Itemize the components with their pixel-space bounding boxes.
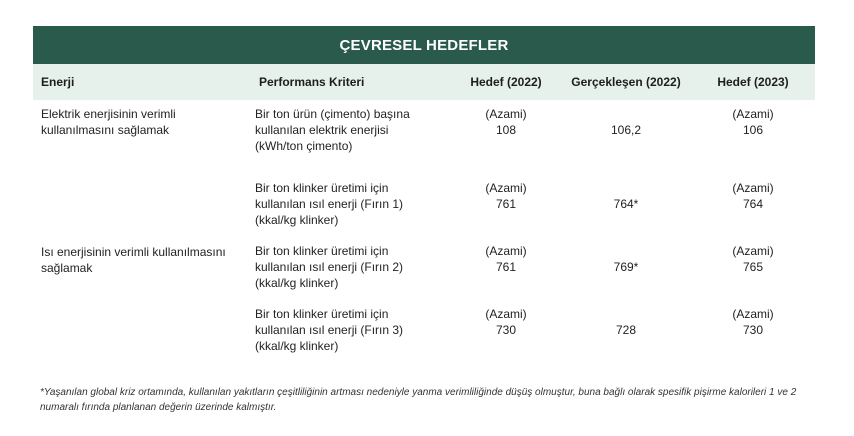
header-actual-2022: Gerçekleşen (2022) — [571, 75, 681, 89]
row-actual-2022: 728 — [615, 323, 637, 337]
row-target-2023 — [691, 180, 815, 212]
group-label-electric: Elektrik enerjisinin verimli kullanılmasını sağlamak — [41, 107, 176, 137]
row-target-2022 — [451, 306, 561, 338]
environmental-targets-table — [33, 26, 815, 365]
row-target-2023-qualifier: (Azami) — [732, 244, 774, 258]
row-criteria: Bir ton klinker üretimi için kullanılan ısıl enerji (Fırın 1) (kkal/kg klinker) — [255, 181, 404, 227]
header-energy: Enerji — [41, 75, 75, 89]
row-target-2023-value: 765 — [742, 260, 764, 274]
group-label-heat: Isı enerjisinin verimli kullanılmasını sağlamak — [41, 245, 226, 275]
header-row — [33, 64, 815, 100]
row-target-2023-qualifier: (Azami) — [732, 107, 774, 121]
row-target-2022 — [451, 180, 561, 212]
row-criteria: Bir ton ürün (çimento) başına kullanılan elektrik enerjisi (kWh/ton çimento) — [255, 107, 410, 153]
row-criteria: Bir ton klinker üretimi için kullanılan ısıl enerji (Fırın 3) (kkal/kg klinker) — [255, 307, 404, 353]
row-target-2022-value: 761 — [495, 197, 517, 211]
row-target-2023-qualifier: (Azami) — [732, 181, 774, 195]
header-target-2023: Hedef (2023) — [717, 75, 789, 89]
row-target-2022 — [451, 106, 561, 138]
header-target-2022: Hedef (2022) — [470, 75, 542, 89]
footnote: *Yaşanılan global kriz ortamında, kullanılan yakıtların çeşitliliğinin artması nedeniyle yanma verimliliğinde düşüş olmuştur, buna bağlı olarak spesifik pişirme kalorileri 1 ve 2 numaralı fırında planlanan değerin üzerinde kalmıştır. — [40, 387, 797, 413]
table-title: ÇEVRESEL HEDEFLER — [33, 26, 815, 64]
row-actual-2022: 106,2 — [610, 123, 642, 137]
row-criteria: Bir ton klinker üretimi için kullanılan ısıl enerji (Fırın 2) (kkal/kg klinker) — [255, 244, 404, 290]
row-target-2022-qualifier: (Azami) — [485, 307, 527, 321]
row-target-2023-value: 764 — [742, 197, 764, 211]
row-target-2023-value: 106 — [742, 123, 764, 137]
row-target-2022 — [451, 243, 561, 275]
row-target-2023 — [691, 306, 815, 338]
row-target-2022-qualifier: (Azami) — [485, 107, 527, 121]
row-target-2023-qualifier: (Azami) — [732, 307, 774, 321]
row-actual-2022: 764* — [613, 197, 639, 211]
header-criteria: Performans Kriteri — [259, 75, 365, 89]
row-target-2023-value: 730 — [742, 323, 764, 337]
row-target-2022-value: 108 — [495, 123, 517, 137]
row-actual-2022: 769* — [613, 260, 639, 274]
row-target-2022-value: 730 — [495, 323, 517, 337]
row-target-2023 — [691, 106, 815, 138]
row-target-2022-qualifier: (Azami) — [485, 244, 527, 258]
table-body — [33, 100, 815, 365]
row-target-2022-value: 761 — [495, 260, 517, 274]
row-target-2023 — [691, 243, 815, 275]
row-target-2022-qualifier: (Azami) — [485, 181, 527, 195]
